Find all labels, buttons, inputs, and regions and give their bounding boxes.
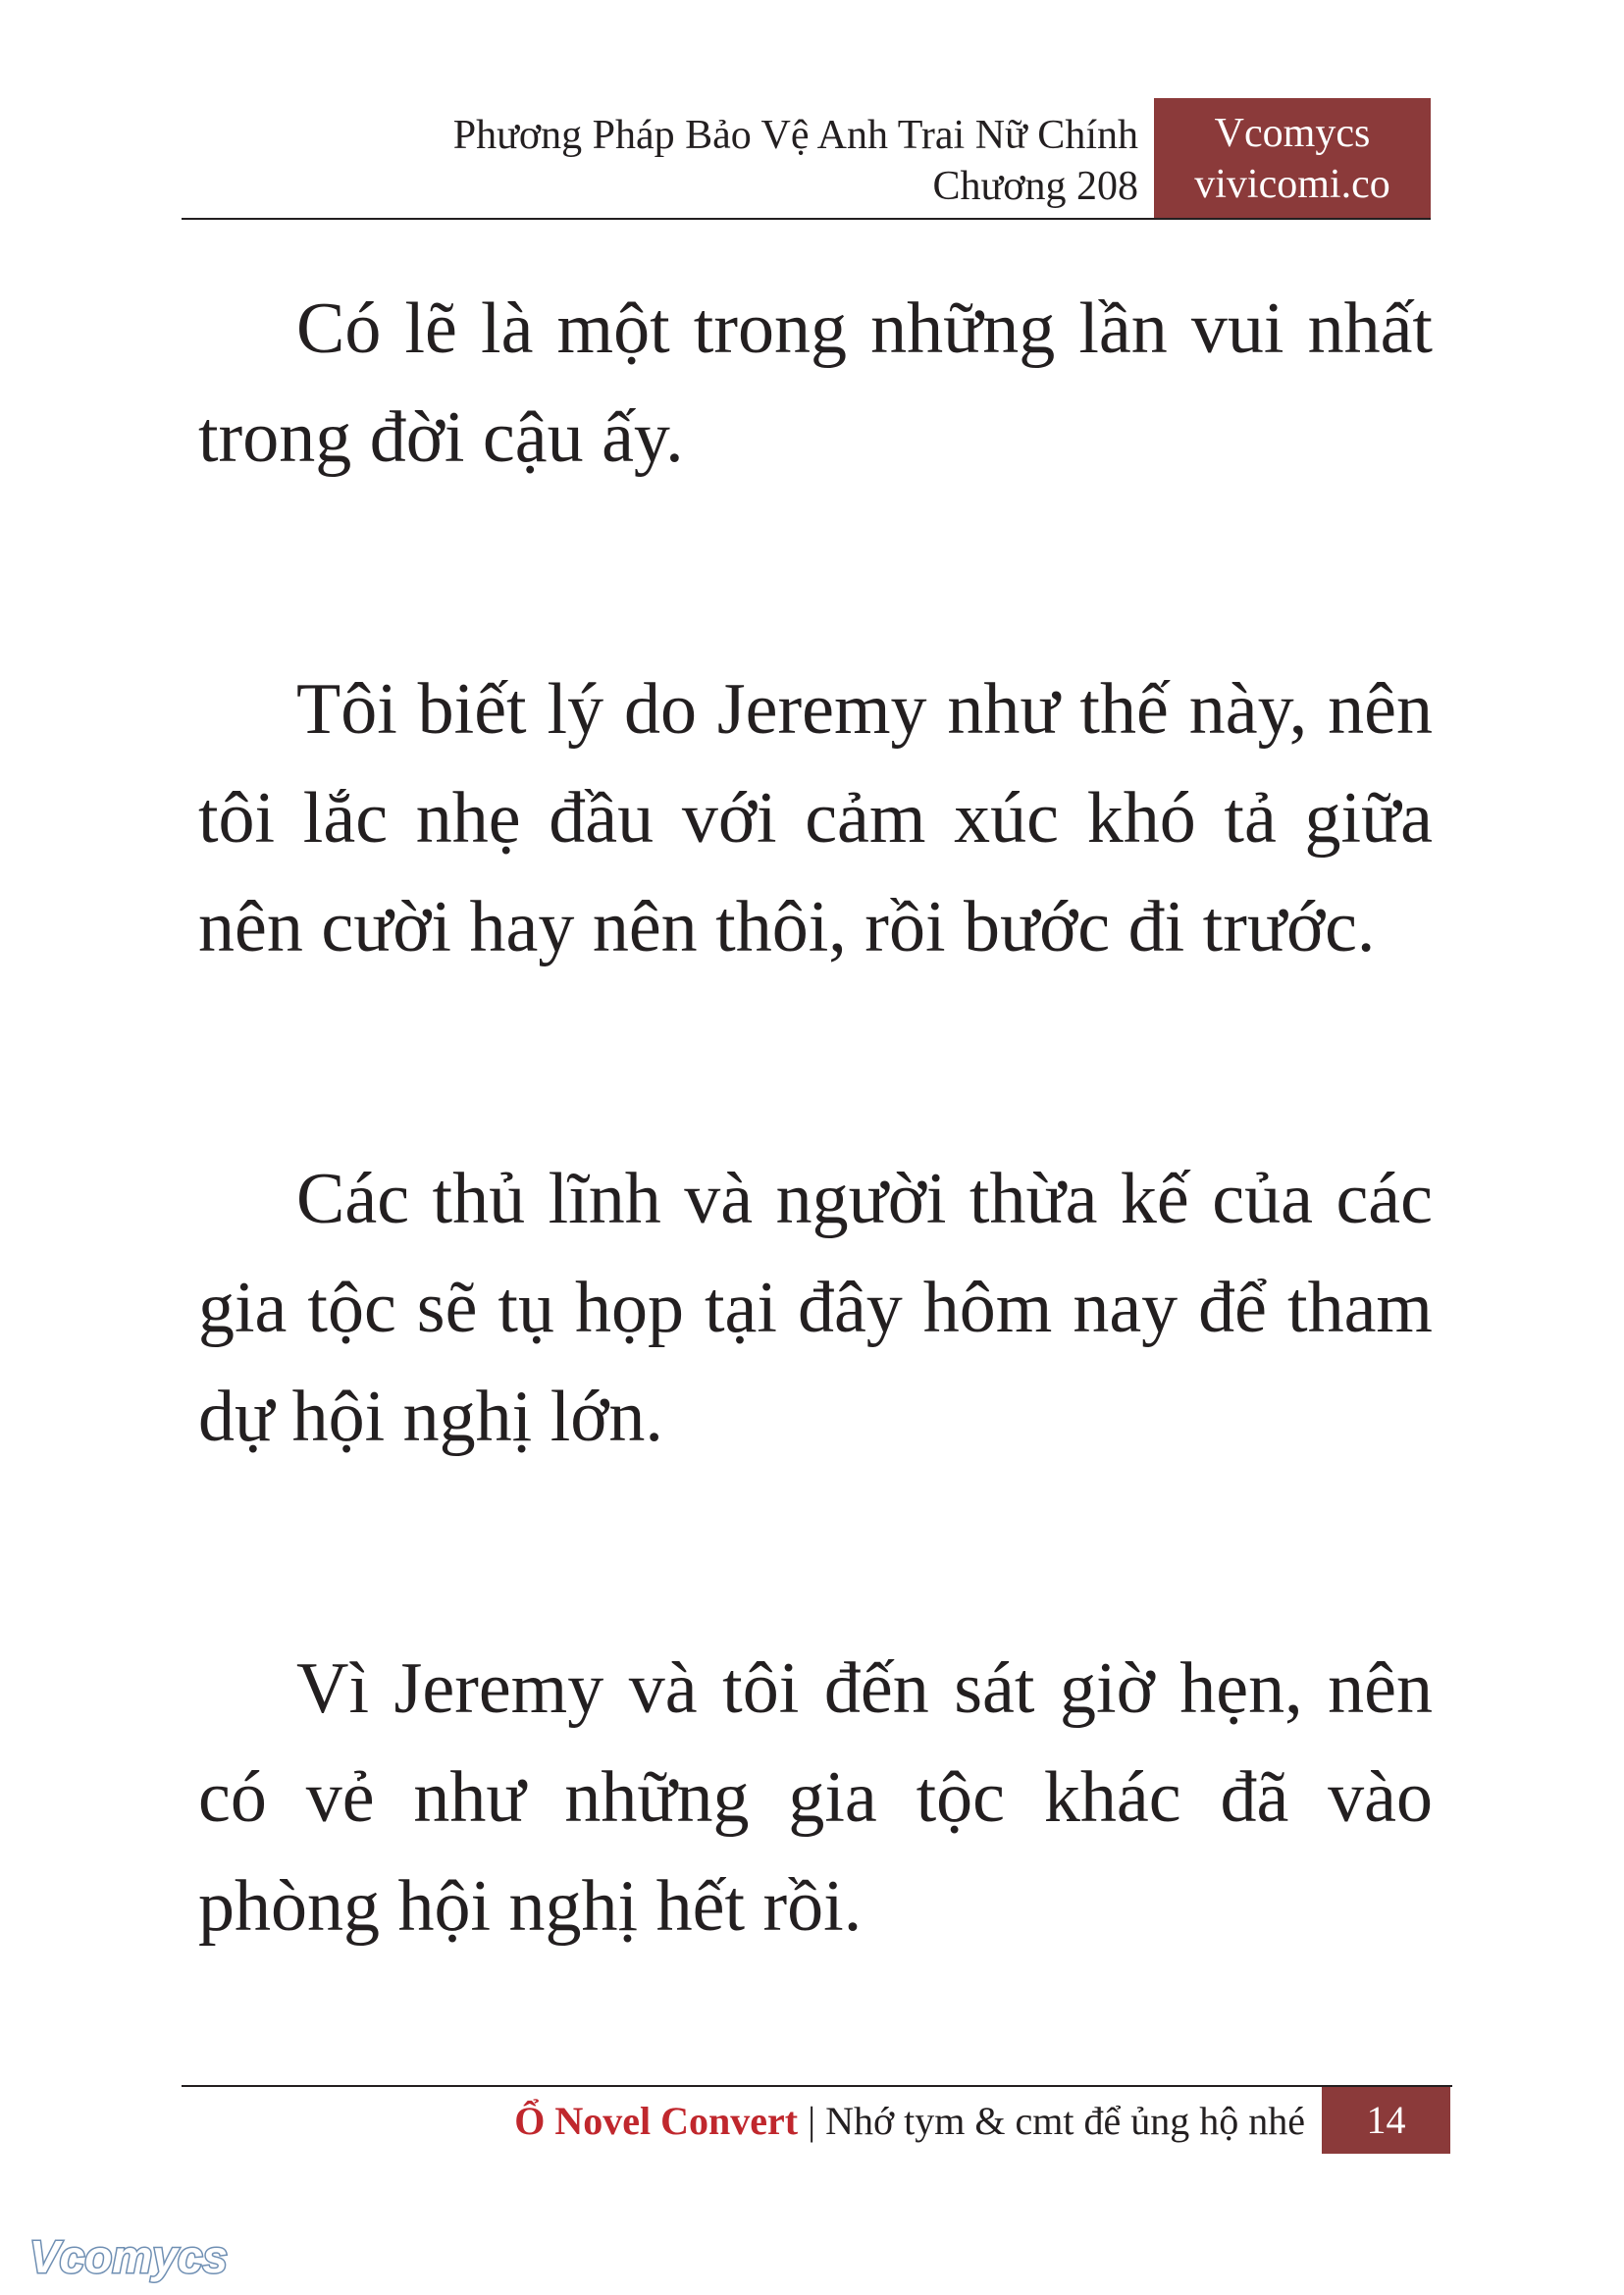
page-number: 14 bbox=[1322, 2087, 1450, 2154]
footer-separator: | bbox=[808, 2099, 816, 2143]
footer-brand: Ổ Novel Convert bbox=[514, 2099, 799, 2143]
footer-divider bbox=[182, 2085, 1452, 2087]
book-title: Phương Pháp Bảo Vệ Anh Trai Nữ Chính bbox=[452, 113, 1138, 158]
page-body bbox=[198, 275, 1433, 2124]
footer-note: Nhớ tym & cmt để ủng hộ nhé bbox=[825, 2099, 1305, 2143]
brand-name: Vcomycs bbox=[1214, 111, 1371, 156]
paragraph-1: Có lẽ là một trong những lần vui nhất trong đời cậu ấy. bbox=[198, 288, 1433, 478]
vcomycs-watermark-logo bbox=[26, 2227, 251, 2286]
chapter-label: Chương 208 bbox=[932, 164, 1138, 209]
watermark-logo-icon bbox=[26, 2227, 251, 2286]
header-divider bbox=[182, 218, 1431, 220]
page-header bbox=[294, 110, 1138, 212]
page-footer bbox=[294, 2096, 1305, 2147]
brand-site: vivicomi.co bbox=[1194, 162, 1390, 207]
watermark-text: Vcomycs bbox=[29, 2231, 229, 2282]
brand-box bbox=[1154, 98, 1431, 218]
paragraph-3: Các thủ lĩnh và người thừa kế của các gia tộc sẽ tụ họp tại đây hôm nay để tham dự hội nghị lớn. bbox=[198, 1159, 1433, 1457]
paragraph-4: Vì Jeremy và tôi đến sát giờ hẹn, nên có vẻ như những gia tộc khác đã vào phòng hội nghị hết rồi. bbox=[198, 1648, 1433, 1947]
paragraph-2: Tôi biết lý do Jeremy như thế này, nên tôi lắc nhẹ đầu với cảm xúc khó tả giữa nên cười hay nên thôi, rồi bước đi trước. bbox=[198, 669, 1433, 967]
